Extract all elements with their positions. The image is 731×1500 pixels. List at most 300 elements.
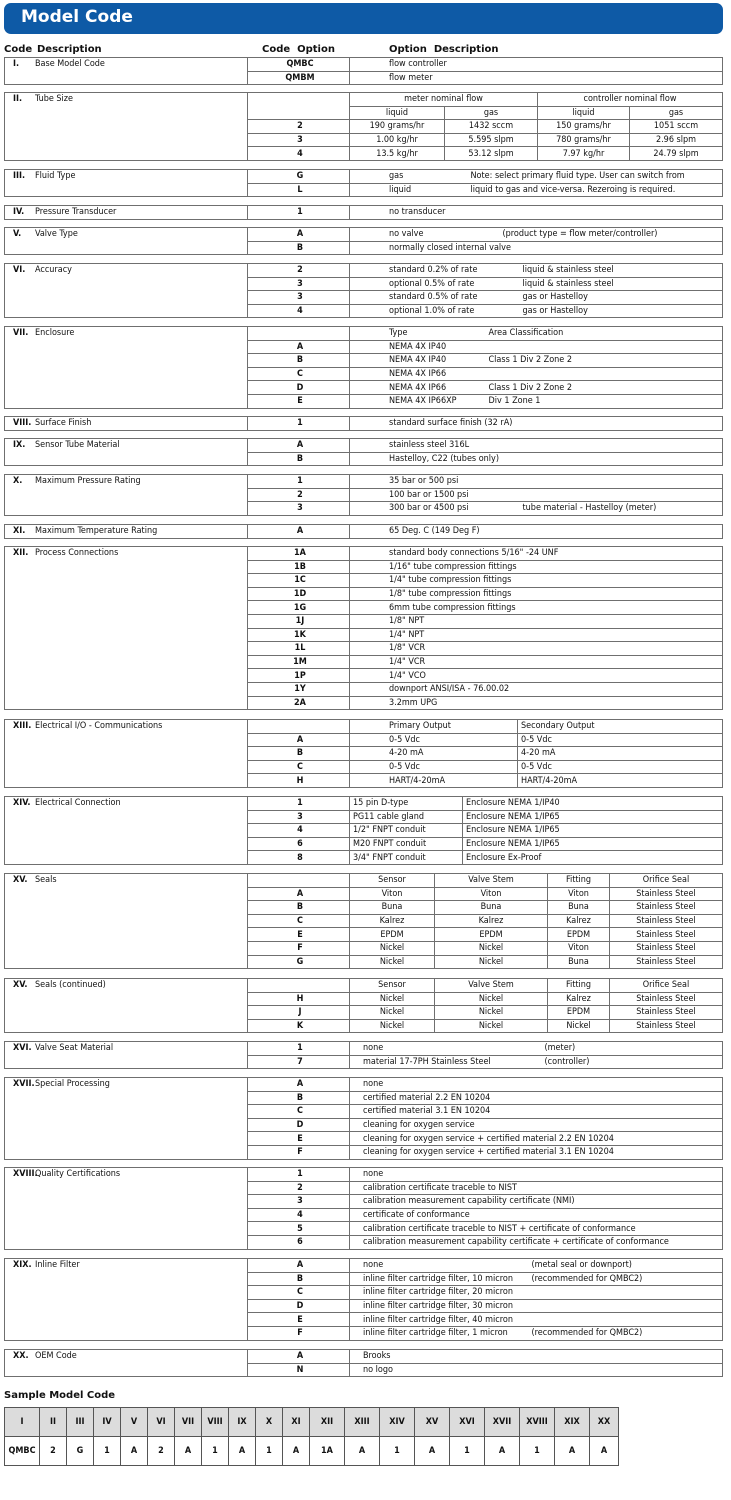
table-cell: 53.12 slpm [445, 147, 538, 161]
section-name: VII. Enclosure [5, 327, 248, 409]
option-note [532, 1313, 723, 1327]
table-cell: Buna [350, 901, 435, 915]
option-code: 1P [248, 669, 350, 683]
section-name: XV. Seals [5, 874, 248, 969]
column-header: Valve Stem [435, 979, 548, 993]
option-code: 1 [248, 417, 350, 431]
option-code: A [248, 228, 350, 242]
section-name: XVII.Special Processing [5, 1078, 248, 1160]
section-valve-type [4, 227, 723, 255]
table-cell: 2.96 slpm [630, 133, 723, 147]
option-code: 6 [248, 837, 350, 851]
option-code: B [248, 1272, 350, 1286]
section-name: XVIII.Quality Certifications [5, 1168, 248, 1250]
column-header: Valve Stem [435, 874, 548, 888]
sample-value-cell: A [415, 1437, 450, 1466]
option-code: 2 [248, 488, 350, 502]
option-note: (meter) [542, 1042, 723, 1056]
option-code: B [248, 241, 350, 255]
column-header: Orifice Seal [610, 979, 723, 993]
option-description: NEMA 4X IP66 [350, 381, 486, 395]
option-code: 1 [248, 475, 350, 489]
option-description: 1/4" VCO [350, 669, 723, 683]
table-cell: Nickel [435, 1019, 548, 1033]
option-note: (recommended for QMBC2) [532, 1326, 723, 1340]
option-description: liquid [350, 183, 468, 197]
sample-value-cell: 1A [310, 1437, 345, 1466]
option-code: 4 [248, 1208, 350, 1222]
option-code: D [248, 1118, 350, 1132]
section-name: XIV. Electrical Connection [5, 797, 248, 865]
option-description: optional 1.0% of rate [350, 304, 520, 318]
option-code: 5 [248, 1222, 350, 1236]
section-name: III. Fluid Type [5, 170, 248, 197]
column-header: Sensor [350, 874, 435, 888]
sample-value-cell: 2 [40, 1437, 67, 1466]
option-description: flow meter [350, 71, 723, 85]
table-cell: Kalrez [350, 914, 435, 928]
sample-value-cell: QMBC [5, 1437, 40, 1466]
table-cell: 4-20 mA [518, 747, 723, 761]
section-maximum-pressure-rating [4, 474, 723, 516]
option-description: downport ANSI/ISA - 76.00.02 [350, 682, 723, 696]
option-code: 1 [248, 206, 350, 220]
option-note: (metal seal or downport) [532, 1259, 723, 1273]
option-description: 1/8" VCR [350, 642, 723, 656]
option-code: 7 [248, 1055, 350, 1069]
option-description: NEMA 4X IP40 [350, 340, 486, 354]
table-cell: Nickel [350, 955, 435, 969]
option-code: E [248, 928, 350, 942]
option-description: 1/4" NPT [350, 628, 723, 642]
option-code: F [248, 941, 350, 955]
option-description: no logo [350, 1363, 723, 1377]
option-code: 1 [248, 1168, 350, 1182]
sample-value-cell: 1 [380, 1437, 415, 1466]
sample-value-cell: A [175, 1437, 202, 1466]
option-code: B [248, 747, 350, 761]
column-header: gas [445, 106, 538, 120]
column-header: Type [350, 327, 486, 341]
option-note [520, 475, 723, 489]
section-name: IX. Sensor Tube Material [5, 439, 248, 466]
sample-value-cell: A [345, 1437, 380, 1466]
sample-header-cell: IX [229, 1408, 256, 1437]
table-cell: 0-5 Vdc [350, 733, 518, 747]
option-code-header [248, 874, 350, 888]
option-note: Enclosure NEMA 1/IP65 [463, 810, 723, 824]
option-code: 3 [248, 277, 350, 291]
option-code: 1J [248, 614, 350, 628]
option-code: J [248, 1006, 350, 1020]
table-cell: HART/4-20mA [350, 774, 518, 788]
option-description: stainless steel 316L [350, 439, 723, 453]
option-description: PG11 cable gland [350, 810, 463, 824]
column-header: liquid [350, 106, 445, 120]
sample-value-cell: 1 [94, 1437, 121, 1466]
sample-header-cell: VIII [202, 1408, 229, 1437]
option-note: Class 1 Div 2 Zone 2 [486, 354, 723, 368]
option-code: 3 [248, 1195, 350, 1209]
option-code: E [248, 394, 350, 408]
option-description: none [350, 1078, 723, 1092]
option-code: 4 [248, 824, 350, 838]
section-name: VI. Accuracy [5, 264, 248, 318]
sample-header-cell: XIX [555, 1408, 590, 1437]
option-code: 3 [248, 502, 350, 516]
table-cell: Stainless Steel [610, 887, 723, 901]
option-description: certificate of conformance [350, 1208, 723, 1222]
section-name: XVI. Valve Seat Material [5, 1042, 248, 1069]
option-note: gas or Hastelloy [520, 304, 723, 318]
column-header: Orifice Seal [610, 874, 723, 888]
option-code: A [248, 439, 350, 453]
section-electrical-io [4, 719, 723, 788]
option-code: 8 [248, 851, 350, 865]
option-description: NEMA 4X IP66XP [350, 394, 486, 408]
option-description: 1/4" tube compression fittings [350, 574, 723, 588]
option-description: NEMA 4X IP40 [350, 354, 486, 368]
sample-header-cell: X [256, 1408, 283, 1437]
column-header: gas [630, 106, 723, 120]
table-cell: 24.79 slpm [630, 147, 723, 161]
option-description: 1/16" tube compression fittings [350, 560, 723, 574]
header-code-option: Code Option [262, 44, 335, 55]
option-note: Enclosure NEMA 1/IP65 [463, 837, 723, 851]
section-name: XX. OEM Code [5, 1350, 248, 1377]
sample-header-cell: VII [175, 1408, 202, 1437]
option-description: 1/2" FNPT conduit [350, 824, 463, 838]
option-description: cleaning for oxygen service [350, 1118, 723, 1132]
table-cell: 0-5 Vdc [350, 760, 518, 774]
option-code: C [248, 914, 350, 928]
table-cell: Buna [435, 901, 548, 915]
table-cell: EPDM [548, 928, 610, 942]
option-description: 1/8" NPT [350, 614, 723, 628]
section-oem-code [4, 1349, 723, 1377]
table-cell: Nickel [548, 1019, 610, 1033]
section-electrical-connection [4, 796, 723, 865]
table-cell: 150 grams/hr [538, 120, 630, 134]
column-header: Fitting [548, 979, 610, 993]
sample-header-cell: V [121, 1408, 148, 1437]
option-description: no valve [350, 228, 500, 242]
table-cell: Nickel [350, 1019, 435, 1033]
section-name: VIII. Surface Finish [5, 417, 248, 431]
option-description: 3.2mm UPG [350, 696, 723, 710]
table-cell: 1432 sccm [445, 120, 538, 134]
option-code: C [248, 1286, 350, 1300]
header-code: Code [4, 44, 33, 55]
sample-header-cell: XIII [345, 1408, 380, 1437]
table-cell: Nickel [435, 941, 548, 955]
table-cell: Nickel [435, 992, 548, 1006]
option-note: Div 1 Zone 1 [486, 394, 723, 408]
table-cell: 1051 sccm [630, 120, 723, 134]
table-cell: Stainless Steel [610, 1019, 723, 1033]
option-code: B [248, 452, 350, 466]
sample-value-cell: A [229, 1437, 256, 1466]
table-cell: Viton [548, 887, 610, 901]
option-description: 15 pin D-type [350, 797, 463, 811]
table-cell: Kalrez [435, 914, 548, 928]
sample-model-code-table [4, 1407, 619, 1466]
option-code: H [248, 992, 350, 1006]
option-code: 1G [248, 601, 350, 615]
section-tube-size [4, 92, 723, 161]
option-code: N [248, 1363, 350, 1377]
option-code-header [248, 720, 350, 734]
option-code: L [248, 183, 350, 197]
option-description: NEMA 4X IP66 [350, 367, 486, 381]
sample-header-cell: XVIII [520, 1408, 555, 1437]
sample-header-cell: I [5, 1408, 40, 1437]
option-note: Enclosure NEMA 1/IP65 [463, 824, 723, 838]
option-code: G [248, 955, 350, 969]
option-code: D [248, 1299, 350, 1313]
table-cell: Nickel [435, 955, 548, 969]
option-note: Enclosure Ex-Proof [463, 851, 723, 865]
table-cell: 0-5 Vdc [518, 760, 723, 774]
sample-value-cell: A [485, 1437, 520, 1466]
option-code: F [248, 1145, 350, 1159]
section-name: XIII. Electrical I/O - Communications [5, 720, 248, 788]
option-code: 1C [248, 574, 350, 588]
option-description: none [350, 1042, 542, 1056]
option-code: G [248, 170, 350, 184]
option-description: 300 bar or 4500 psi [350, 502, 520, 516]
option-note: gas or Hastelloy [520, 291, 723, 305]
table-cell: 1.00 kg/hr [350, 133, 445, 147]
sample-value-cell: A [590, 1437, 619, 1466]
sample-header-cell: XI [283, 1408, 310, 1437]
option-code: 1D [248, 587, 350, 601]
option-code: B [248, 354, 350, 368]
option-description: calibration measurement capability certificate (NMI) [350, 1195, 723, 1209]
option-code-header [248, 93, 350, 120]
option-description: standard 0.5% of rate [350, 291, 520, 305]
option-code: A [248, 340, 350, 354]
column-header: Area Classification [486, 327, 723, 341]
option-code: E [248, 1132, 350, 1146]
option-code: C [248, 760, 350, 774]
table-cell: Stainless Steel [610, 914, 723, 928]
table-cell: Buna [548, 955, 610, 969]
sample-value-cell: 2 [148, 1437, 175, 1466]
option-description: gas [350, 170, 468, 184]
section-inline-filter [4, 1258, 723, 1341]
section-special-processing [4, 1077, 723, 1160]
option-code: F [248, 1326, 350, 1340]
option-code: 1K [248, 628, 350, 642]
option-code: K [248, 1019, 350, 1033]
option-description: optional 0.5% of rate [350, 277, 520, 291]
column-header: Secondary Output [518, 720, 723, 734]
table-cell: Stainless Steel [610, 1006, 723, 1020]
section-name: II. Tube Size [5, 93, 248, 161]
header-option-description: Option Description [389, 44, 499, 55]
option-code: 1 [248, 797, 350, 811]
option-description: 35 bar or 500 psi [350, 475, 520, 489]
option-code: 3 [248, 133, 350, 147]
table-cell: Kalrez [548, 914, 610, 928]
option-code: 1M [248, 655, 350, 669]
sample-value-cell: 1 [202, 1437, 229, 1466]
option-code: 4 [248, 304, 350, 318]
option-note [532, 1299, 723, 1313]
option-note: tube material - Hastelloy (meter) [520, 502, 723, 516]
option-description: normally closed internal valve [350, 241, 723, 255]
option-description: 6mm tube compression fittings [350, 601, 723, 615]
option-description: no transducer [350, 206, 723, 220]
section-enclosure [4, 326, 723, 409]
option-code: 1A [248, 547, 350, 561]
section-fluid-type [4, 169, 723, 197]
column-header: Sensor [350, 979, 435, 993]
option-code: 2 [248, 264, 350, 278]
option-description: inline filter cartridge filter, 20 micron [350, 1286, 532, 1300]
option-code: 6 [248, 1235, 350, 1249]
table-cell: Stainless Steel [610, 992, 723, 1006]
option-note: liquid & stainless steel [520, 264, 723, 278]
option-description: inline filter cartridge filter, 10 micron [350, 1272, 532, 1286]
option-code: 4 [248, 147, 350, 161]
table-cell: 4-20 mA [350, 747, 518, 761]
option-description: certified material 2.2 EN 10204 [350, 1091, 723, 1105]
option-code: 2A [248, 696, 350, 710]
option-description: calibration certificate traceble to NIST + certificate of conformance [350, 1222, 723, 1236]
table-cell: Stainless Steel [610, 901, 723, 915]
sample-model-code-title: Sample Model Code [4, 1390, 116, 1401]
option-description: inline filter cartridge filter, 30 micron [350, 1299, 532, 1313]
option-description: calibration measurement capability certificate + certificate of conformance [350, 1235, 723, 1249]
section-process-connections [4, 546, 723, 710]
option-code: C [248, 1105, 350, 1119]
option-note: liquid & stainless steel [520, 277, 723, 291]
sample-header-row [5, 1408, 619, 1437]
sample-header-cell: XX [590, 1408, 619, 1437]
section-surface-finish [4, 416, 723, 431]
sample-value-cell: G [67, 1437, 94, 1466]
option-note [520, 488, 723, 502]
sample-value-cell: 1 [256, 1437, 283, 1466]
column-header: liquid [538, 106, 630, 120]
section-name: XI. Maximum Temperature Rating [5, 525, 248, 539]
section-sensor-tube-material [4, 438, 723, 466]
option-description: Brooks [350, 1350, 723, 1364]
table-cell: 190 grams/hr [350, 120, 445, 134]
option-note: (controller) [542, 1055, 723, 1069]
sample-header-cell: VI [148, 1408, 175, 1437]
option-description: none [350, 1168, 723, 1182]
option-description: 1/8" tube compression fittings [350, 587, 723, 601]
option-description: inline filter cartridge filter, 1 micron [350, 1326, 532, 1340]
section-name: V. Valve Type [5, 228, 248, 255]
option-code: 2 [248, 1181, 350, 1195]
option-code: 1B [248, 560, 350, 574]
option-code: QMBC [248, 58, 350, 72]
table-cell: 13.5 kg/hr [350, 147, 445, 161]
option-note [532, 1286, 723, 1300]
option-code: A [248, 525, 350, 539]
option-description: 3/4" FNPT conduit [350, 851, 463, 865]
table-cell: 5.595 slpm [445, 133, 538, 147]
section-accuracy [4, 263, 723, 318]
table-cell: Nickel [350, 941, 435, 955]
sample-value-row [5, 1437, 619, 1466]
table-cell: Nickel [350, 1006, 435, 1020]
section-seals-continued [4, 978, 723, 1033]
section-name: XIX. Inline Filter [5, 1259, 248, 1341]
sample-header-cell: XVII [485, 1408, 520, 1437]
table-cell: Kalrez [548, 992, 610, 1006]
option-code: 3 [248, 291, 350, 305]
table-cell: Buna [548, 901, 610, 915]
option-note: liquid to gas and vice-versa. Rezeroing is required. [468, 183, 723, 197]
table-cell: 7.97 kg/hr [538, 147, 630, 161]
sample-header-cell: XVI [450, 1408, 485, 1437]
option-code-header [248, 327, 350, 341]
section-name: I. Base Model Code [5, 58, 248, 85]
sample-header-cell: III [67, 1408, 94, 1437]
option-code: B [248, 901, 350, 915]
table-cell: Stainless Steel [610, 928, 723, 942]
table-cell: Stainless Steel [610, 941, 723, 955]
table-cell: Nickel [435, 1006, 548, 1020]
option-code: A [248, 1259, 350, 1273]
sample-value-cell: A [283, 1437, 310, 1466]
table-cell: Nickel [350, 992, 435, 1006]
table-cell: EPDM [548, 1006, 610, 1020]
page-title: Model Code [21, 7, 133, 27]
option-code: QMBM [248, 71, 350, 85]
sample-header-cell: II [40, 1408, 67, 1437]
option-code: 1Y [248, 682, 350, 696]
option-code: 2 [248, 120, 350, 134]
option-description: cleaning for oxygen service + certified material 2.2 EN 10204 [350, 1132, 723, 1146]
table-cell: EPDM [350, 928, 435, 942]
option-code: A [248, 887, 350, 901]
option-description: standard 0.2% of rate [350, 264, 520, 278]
option-description: cleaning for oxygen service + certified material 3.1 EN 10204 [350, 1145, 723, 1159]
option-description: standard surface finish (32 rA) [350, 417, 723, 431]
sample-header-cell: IV [94, 1408, 121, 1437]
option-note [486, 367, 723, 381]
table-cell: 0-5 Vdc [518, 733, 723, 747]
option-description: 65 Deg. C (149 Deg F) [350, 525, 723, 539]
header-description: Description [37, 44, 102, 55]
section-valve-seat-material [4, 1041, 723, 1069]
option-description: standard body connections 5/16" -24 UNF [350, 547, 723, 561]
column-header: Primary Output [350, 720, 518, 734]
controller-flow-header: controller nominal flow [538, 93, 723, 107]
option-code: 3 [248, 810, 350, 824]
option-code: A [248, 1078, 350, 1092]
option-description: 100 bar or 1500 psi [350, 488, 520, 502]
option-code-header [248, 979, 350, 993]
option-note: Class 1 Div 2 Zone 2 [486, 381, 723, 395]
section-maximum-temperature-rating [4, 524, 723, 539]
option-description: Hastelloy, C22 (tubes only) [350, 452, 723, 466]
option-code: D [248, 381, 350, 395]
option-code: 1 [248, 1042, 350, 1056]
section-name: X. Maximum Pressure Rating [5, 475, 248, 516]
option-description: 1/4" VCR [350, 655, 723, 669]
option-code: E [248, 1313, 350, 1327]
sample-value-cell: A [121, 1437, 148, 1466]
column-header: Fitting [548, 874, 610, 888]
option-code: A [248, 733, 350, 747]
